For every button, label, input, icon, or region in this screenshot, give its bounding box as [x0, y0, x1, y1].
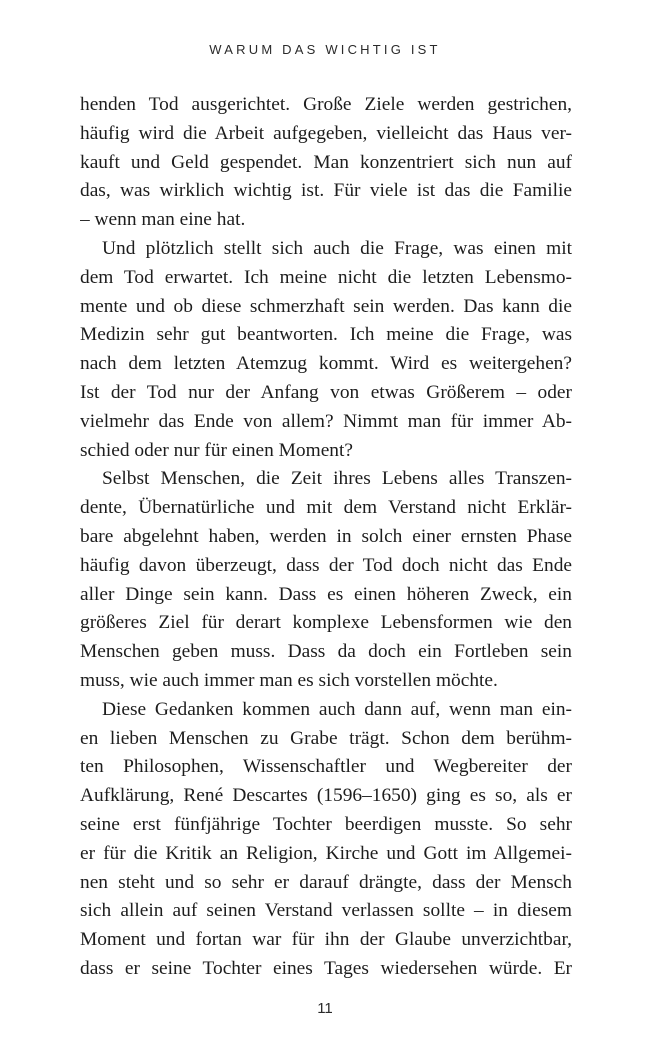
text-line: dass er seine Tochter eines Tages wiedersehen würde. Er — [80, 957, 572, 979]
text-line: das, was wirklich wichtig ist. Für viele ist das die Familie — [80, 180, 572, 202]
text-line: – wenn man eine hat. — [80, 209, 246, 231]
text-line: mente und ob diese schmerzhaft sein werden. Das kann die — [80, 295, 572, 317]
text-line: sich allein auf seinen Verstand verlassen sollte – in diesem — [80, 900, 572, 922]
text-line: Menschen geben muss. Dass da doch ein Fortleben sein — [80, 641, 572, 663]
text-line: kauft und Geld gespendet. Man konzentriert sich nun auf — [80, 151, 572, 173]
text-line: Medizin sehr gut beantworten. Ich meine die Frage, was — [80, 324, 572, 346]
text-line: Aufklärung, René Descartes (1596–1650) ging es so, als er — [80, 785, 572, 807]
text-line: schied oder nur für einen Moment? — [80, 439, 353, 461]
text-line: dente, Übernatürliche und mit dem Verstand nicht Erklär- — [80, 497, 572, 519]
text-line: häufig davon überzeugt, dass der Tod doch nicht das Ende — [80, 554, 572, 576]
text-line: henden Tod ausgerichtet. Große Ziele werden gestrichen, — [80, 94, 572, 115]
text-line: aller Dinge sein kann. Dass es einen höheren Zweck, ein — [80, 583, 572, 605]
text-line: größeres Ziel für derart komplexe Lebensformen wie den — [80, 612, 572, 634]
text-line: nach dem letzten Atemzug kommt. Wird es weitergehen? — [80, 353, 572, 375]
text-line: vielmehr das Ende von allem? Nimmt man für immer Ab- — [80, 410, 572, 432]
text-line: muss, wie auch immer man es sich vorstellen möchte. — [80, 669, 498, 691]
text-line: er für die Kritik an Religion, Kirche und Gott im Allgemei- — [80, 842, 572, 864]
body-text — [80, 91, 572, 984]
text-line: seine erst fünfjährige Tochter beerdigen musste. So sehr — [80, 813, 572, 835]
text-line: Und plötzlich stellt sich auch die Frage, was einen mit — [102, 237, 572, 259]
text-line: en lieben Menschen zu Grabe trägt. Schon dem berühm- — [80, 727, 572, 749]
text-line: Selbst Menschen, die Zeit ihres Lebens alles Transzen- — [102, 468, 572, 490]
text-line: ten Philosophen, Wissenschaftler und Wegbereiter der — [80, 756, 572, 778]
text-line: Moment und fortan war für ihn der Glaube unverzichtbar, — [80, 929, 572, 951]
text-line: dem Tod erwartet. Ich meine nicht die letzten Lebensmo- — [80, 266, 572, 288]
text-line: Ist der Tod nur der Anfang von etwas Größerem – oder — [80, 381, 572, 403]
text-line: Diese Gedanken kommen auch dann auf, wenn man ein- — [102, 698, 572, 720]
running-head: WARUM DAS WICHTIG IST — [209, 42, 441, 57]
text-line: bare abgelehnt haben, werden in solch einer ernsten Phase — [80, 525, 572, 547]
page-number: 11 — [317, 1000, 333, 1017]
text-line: nen steht und so sehr er darauf drängte, dass der Mensch — [80, 871, 572, 893]
text-line: häufig wird die Arbeit aufgegeben, vielleicht das Haus ver- — [80, 122, 572, 144]
